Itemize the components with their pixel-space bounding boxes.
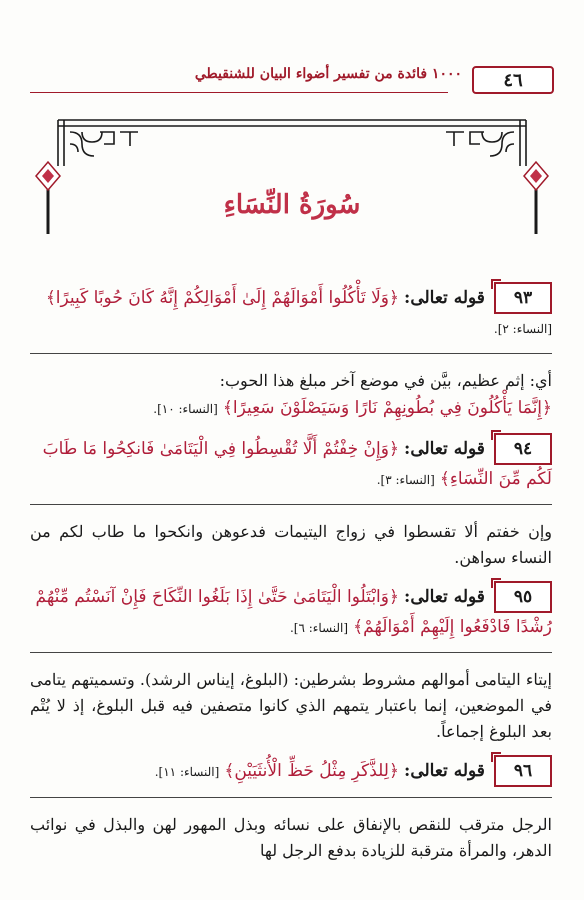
divider	[30, 504, 552, 505]
verse: ﴿لِلذَّكَرِ مِثْلُ حَظِّ الْأُنثَيَيْنِ﴾	[224, 761, 399, 781]
sub-verse-ref: [النساء: ١٠].	[153, 402, 218, 416]
running-title: ١٠٠٠ فائدة من تفسير أضواء البيان للشنقيطي	[194, 66, 462, 82]
verse: ﴿وَابْتَلُوا الْيَتَامَىٰ حَتَّىٰ إِذَا بَلَغُوا النِّكَاحَ فَإِنْ آنَسْتُم مِّنْهُمْ رُشْدًا فَادْفَعُوا إِلَيْهِمْ أَمْوَالَهُمْ﴾	[35, 587, 552, 637]
entry-body: الرجل مترقب للنقص بالإنفاق على نسائه وبذل المهور لهن والبذل في نوائب الدهر، والمرأة مترقبة للزيادة بدفع الرجل لها	[30, 815, 552, 860]
qawl-label: قوله تعالى:	[404, 761, 485, 781]
surah-title: سُورَةُ النِّسَاءِ	[223, 190, 361, 220]
ornament-frame	[0, 110, 584, 240]
entry-body: إيتاء اليتامى أموالهم مشروط بشرطين: (البلوغ، إيناس الرشد). وتسميتهم يتامى في الموضعين، إنما باعتبار يتمهم الذي كانوا متصفين فيه قبل البلوغ، إذ لا يُتْم بعد البلوغ إجماعاً.	[30, 670, 553, 741]
content	[30, 282, 552, 874]
entry-95	[30, 581, 552, 745]
entry-number: ٩٥	[494, 581, 552, 613]
page-header	[30, 62, 554, 94]
entry-number: ٩٤	[494, 433, 552, 465]
verse-ref: [النساء: ١١].	[154, 765, 220, 779]
verse-ref: [النساء: ٣].	[376, 473, 435, 487]
verse-ref: [النساء: ٢].	[493, 322, 552, 336]
entry-number: ٩٣	[494, 282, 552, 314]
entry-93	[30, 282, 552, 423]
page-number: ٤٦	[472, 66, 554, 94]
entry-body: وإن خفتم ألا تقسطوا في زواج اليتيمات فدعوهن وانكحوا ما طاب لكم من النساء سواهن.	[30, 522, 552, 567]
entry-96	[30, 755, 552, 864]
divider	[30, 797, 552, 798]
verse: ﴿وَإِنْ خِفْتُمْ أَلَّا تُقْسِطُوا فِي الْيَتَامَىٰ فَانكِحُوا مَا طَابَ لَكُم مِّنَ النِّسَاءِ﴾	[42, 439, 552, 489]
verse: ﴿وَلَا تَأْكُلُوا أَمْوَالَهُمْ إِلَىٰ أَمْوَالِكُمْ إِنَّهُ كَانَ حُوبًا كَبِيرًا﴾	[45, 288, 399, 308]
sub-verse: ﴿إِنَّمَا يَأْكُلُونَ فِي بُطُونِهِمْ نَارًا وَسَيَصْلَوْنَ سَعِيرًا﴾	[222, 398, 552, 418]
entry-number: ٩٦	[494, 755, 552, 787]
qawl-label: قوله تعالى:	[404, 439, 485, 459]
verse-ref: [النساء: ٦].	[289, 621, 349, 635]
entry-94	[30, 433, 552, 571]
header-rule	[30, 92, 448, 93]
divider	[30, 652, 552, 653]
qawl-label: قوله تعالى:	[404, 288, 485, 308]
divider	[30, 353, 552, 354]
qawl-label: قوله تعالى:	[404, 587, 485, 607]
entry-body: أي: إثم عظيم، بيَّن في موضع آخر مبلغ هذا الحوب:	[219, 371, 552, 390]
